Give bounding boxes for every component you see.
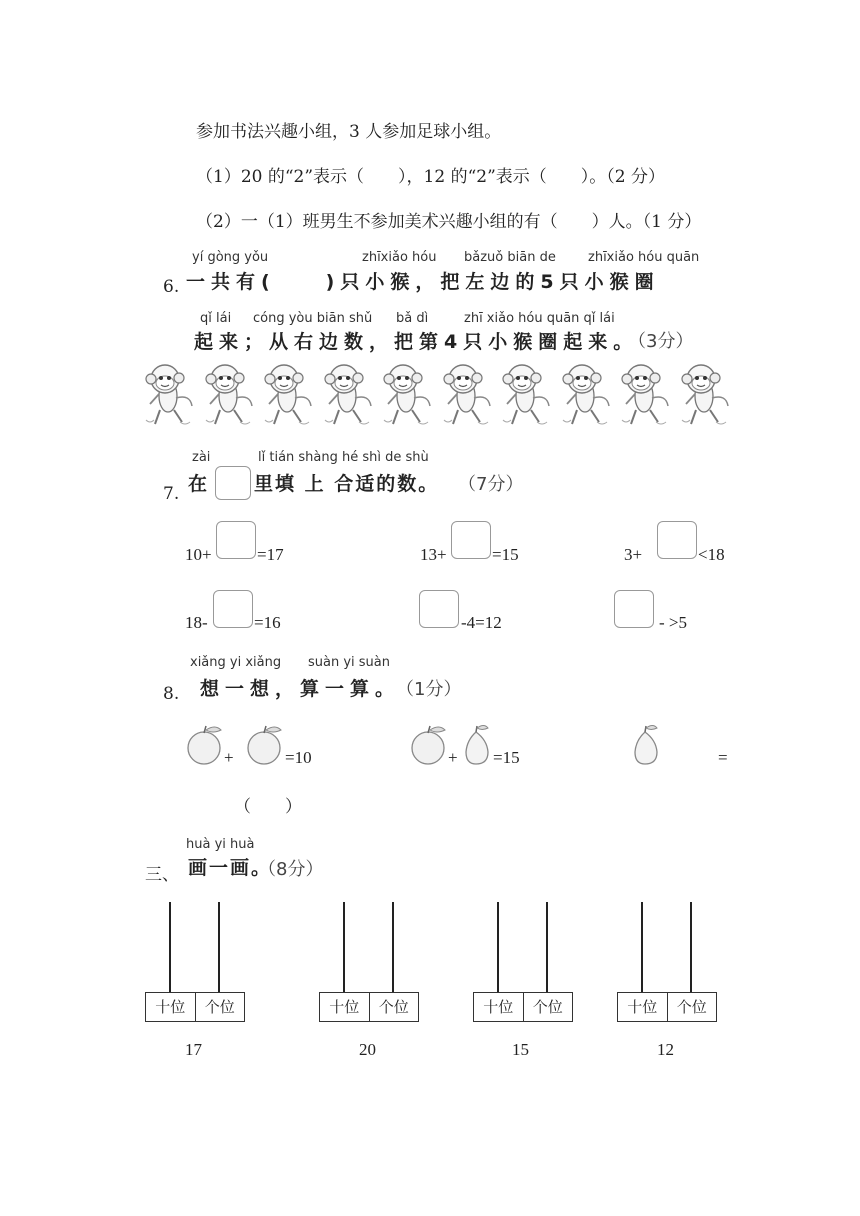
plus-sign: + xyxy=(448,748,458,767)
monkey-icon[interactable] xyxy=(259,362,315,428)
abacus-base xyxy=(319,992,419,1022)
abacus[interactable] xyxy=(473,902,573,1022)
section3-label: 三、 xyxy=(145,865,179,885)
q6-line-2: 起来；从右边数，把第4只小猴圈起来。 xyxy=(194,331,639,353)
answer-box[interactable] xyxy=(419,590,459,628)
monkey-row xyxy=(140,362,732,430)
monkey-icon[interactable] xyxy=(438,362,494,428)
tens-label: 十位 xyxy=(483,998,514,1016)
monkey-icon[interactable] xyxy=(497,362,553,428)
q6-score: （3分） xyxy=(628,331,694,352)
abacus-base xyxy=(145,992,245,1022)
intro-line-2: （1）20 的“2”表示（ ），12 的“2”表示（ ）。（2 分） xyxy=(196,167,666,187)
monkey-icon[interactable] xyxy=(676,362,732,428)
apple-icon xyxy=(409,724,449,766)
abacus-number: 15 xyxy=(512,1040,529,1059)
ones-rod[interactable] xyxy=(218,902,220,992)
answer-parens[interactable]: （ ） xyxy=(234,797,302,816)
section3-score: （8分） xyxy=(258,859,324,880)
eq1-result: =10 xyxy=(285,748,312,767)
monkey-icon[interactable] xyxy=(140,362,196,428)
pear-icon xyxy=(458,724,494,766)
q6-pinyin-1c: bǎzuǒ biān de xyxy=(464,250,556,265)
q8-score: （1分） xyxy=(396,679,462,700)
answer-box[interactable] xyxy=(451,521,491,559)
eq-suffix: <18 xyxy=(698,545,725,564)
tens-rod[interactable] xyxy=(497,902,499,992)
plus-sign: + xyxy=(224,748,234,767)
apple-icon xyxy=(245,724,285,766)
eq-suffix: - >5 xyxy=(659,613,687,632)
monkey-icon[interactable] xyxy=(200,362,256,428)
tens-rod[interactable] xyxy=(343,902,345,992)
monkey-icon[interactable] xyxy=(319,362,375,428)
abacus-base xyxy=(473,992,573,1022)
tens-rod[interactable] xyxy=(169,902,171,992)
eq-prefix: 13+ xyxy=(420,545,447,564)
q6-pinyin-2d: zhī xiǎo hóu quān qǐ lái xyxy=(464,311,615,326)
q6-number: 6. xyxy=(163,277,180,297)
answer-box[interactable] xyxy=(614,590,654,628)
abacus-number: 20 xyxy=(359,1040,376,1059)
monkey-icon[interactable] xyxy=(378,362,434,428)
monkey-icon[interactable] xyxy=(616,362,672,428)
q7-score: （7分） xyxy=(458,474,524,495)
intro-line-3: （2）一（1）班男生不参加美术兴趣小组的有（ ）人。（1 分） xyxy=(196,212,702,232)
q8-number: 8. xyxy=(163,684,180,704)
intro-line-1: 参加书法兴趣小组，3 人参加足球小组。 xyxy=(196,122,502,142)
answer-box[interactable] xyxy=(657,521,697,559)
q7-number: 7. xyxy=(163,484,180,504)
abacus[interactable] xyxy=(145,902,245,1022)
tens-label: 十位 xyxy=(329,998,360,1016)
ones-rod[interactable] xyxy=(690,902,692,992)
section3-title: 画一画。 xyxy=(188,857,273,879)
q6-pinyin-1d: zhīxiǎo hóu quān xyxy=(588,250,700,265)
ones-label: 个位 xyxy=(667,993,717,1021)
q7-title-b: 里填 上 合适的数。 xyxy=(254,473,440,495)
q7-title-a: 在 xyxy=(188,473,210,495)
eq-suffix: -4=12 xyxy=(461,613,502,632)
ones-rod[interactable] xyxy=(392,902,394,992)
q8-pinyin-a: xiǎng yi xiǎng xyxy=(190,655,282,670)
q6-pinyin-1a: yí gòng yǒu xyxy=(192,250,269,265)
q8-title: 想一想，算一算。 xyxy=(200,678,401,700)
q6-line-1: 一共有( )只小猴，把左边的5只小猴圈 xyxy=(186,271,660,293)
eq-prefix: 18- xyxy=(185,613,208,632)
q8-pinyin-b: suàn yi suàn xyxy=(308,655,391,670)
answer-box[interactable] xyxy=(213,590,253,628)
abacus[interactable] xyxy=(319,902,419,1022)
eq-suffix: =16 xyxy=(254,613,281,632)
eq3-result: = xyxy=(718,748,728,767)
eq-prefix: 3+ xyxy=(624,545,643,564)
eq-suffix: =17 xyxy=(257,545,284,564)
ones-label: 个位 xyxy=(369,993,419,1021)
ones-rod[interactable] xyxy=(546,902,548,992)
abacus-number: 12 xyxy=(657,1040,674,1059)
eq-suffix: =15 xyxy=(492,545,519,564)
tens-label: 十位 xyxy=(627,998,658,1016)
q7-pinyin-b: lǐ tián shàng hé shì de shù xyxy=(258,450,429,465)
answer-box[interactable] xyxy=(216,521,256,559)
pear-icon xyxy=(627,724,663,766)
eq2-result: =15 xyxy=(493,748,520,767)
abacus[interactable] xyxy=(617,902,717,1022)
section3-pinyin: huà yi huà xyxy=(186,837,255,852)
q6-pinyin-1b: zhīxiǎo hóu xyxy=(362,250,437,265)
abacus-number: 17 xyxy=(185,1040,202,1059)
apple-icon xyxy=(185,724,225,766)
ones-label: 个位 xyxy=(195,993,245,1021)
abacus-base xyxy=(617,992,717,1022)
tens-rod[interactable] xyxy=(641,902,643,992)
tens-label: 十位 xyxy=(155,998,186,1016)
answer-box-sample xyxy=(215,466,251,500)
ones-label: 个位 xyxy=(523,993,573,1021)
q6-pinyin-2c: bǎ dì xyxy=(396,311,429,326)
eq-prefix: 10+ xyxy=(185,545,212,564)
q6-pinyin-2b: cóng yòu biān shǔ xyxy=(253,311,373,326)
monkey-icon[interactable] xyxy=(557,362,613,428)
q6-pinyin-2a: qǐ lái xyxy=(200,311,232,326)
q7-pinyin-a: zài xyxy=(192,450,211,465)
